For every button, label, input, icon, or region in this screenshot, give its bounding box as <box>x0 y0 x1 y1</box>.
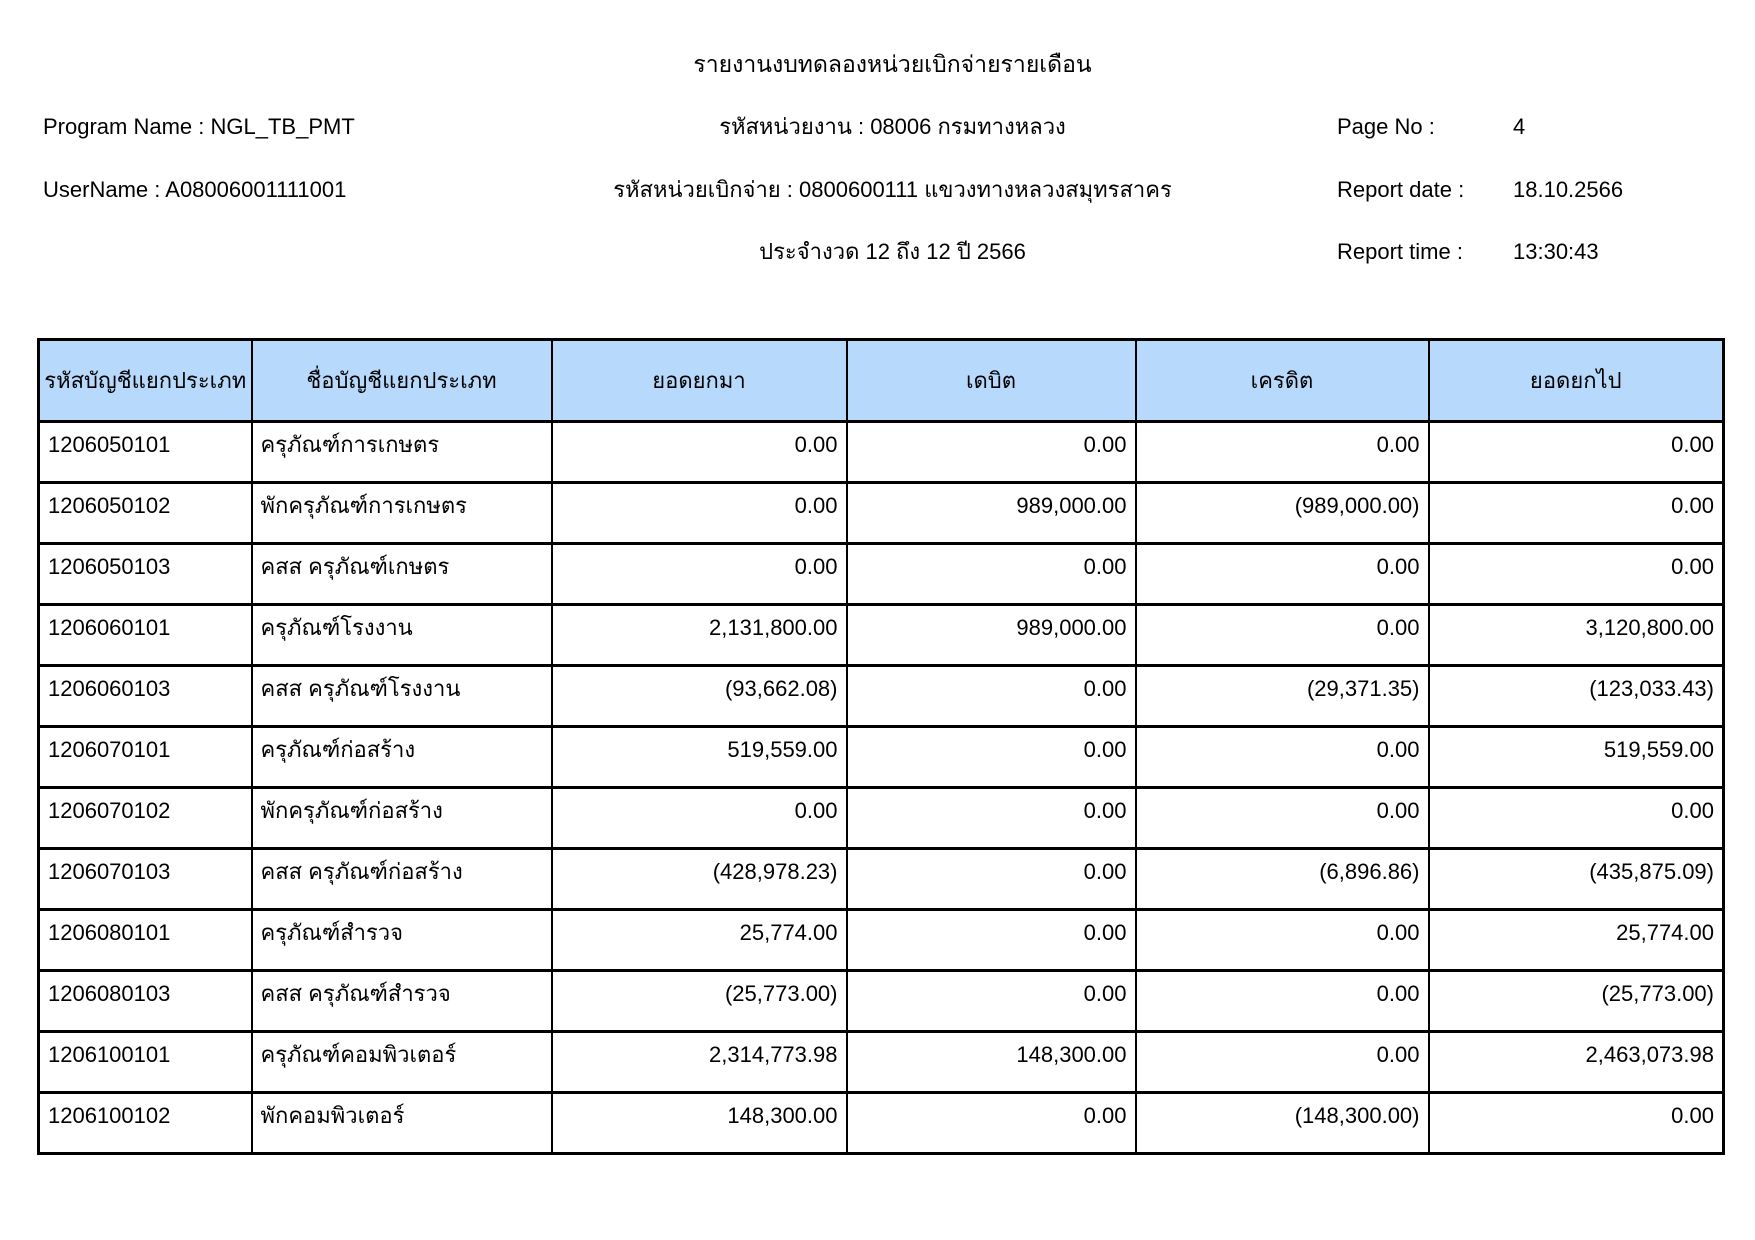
cell-account-name: ครุภัณฑ์สำรวจ <box>252 910 552 971</box>
username-label: UserName : <box>43 177 161 202</box>
column-header-opening-balance: ยอดยกมา <box>552 340 847 422</box>
cell-debit: 0.00 <box>847 727 1136 788</box>
cell-credit: (29,371.35) <box>1136 666 1429 727</box>
cell-opening-balance: 25,774.00 <box>552 910 847 971</box>
cell-opening-balance: (93,662.08) <box>552 666 847 727</box>
program-name-value: NGL_TB_PMT <box>210 114 355 139</box>
cell-account-name: คสส ครุภัณฑ์โรงงาน <box>252 666 552 727</box>
cell-credit: (989,000.00) <box>1136 483 1429 544</box>
cell-debit: 0.00 <box>847 544 1136 605</box>
cell-account-name: พักครุภัณฑ์การเกษตร <box>252 483 552 544</box>
period-line: ประจำงวด 12 ถึง 12 ปี 2566 <box>759 239 1026 264</box>
table-row <box>39 666 1724 727</box>
report-time-line <box>1337 237 1599 267</box>
column-header-credit: เครดิต <box>1136 340 1429 422</box>
cell-account-name: ครุภัณฑ์คอมพิวเตอร์ <box>252 1032 552 1093</box>
cell-credit: 0.00 <box>1136 971 1429 1032</box>
cell-debit: 0.00 <box>847 422 1136 483</box>
cell-debit: 989,000.00 <box>847 605 1136 666</box>
cell-account-name: ครุภัณฑ์โรงงาน <box>252 605 552 666</box>
column-header-account-code: รหัสบัญชีแยกประเภท <box>39 340 252 422</box>
cell-closing-balance: 3,120,800.00 <box>1429 605 1724 666</box>
cell-debit: 0.00 <box>847 971 1136 1032</box>
cell-account-code: 1206080101 <box>39 910 252 971</box>
report-time-value: 13:30:43 <box>1513 239 1599 264</box>
cell-account-code: 1206050101 <box>39 422 252 483</box>
disbursement-unit-line: รหัสหน่วยเบิกจ่าย : 0800600111 แขวงทางหลวงสมุทรสาคร <box>613 177 1172 202</box>
table-row <box>39 849 1724 910</box>
cell-account-code: 1206070103 <box>39 849 252 910</box>
trial-balance-table <box>37 338 1725 1155</box>
cell-opening-balance: 0.00 <box>552 788 847 849</box>
cell-credit: (6,896.86) <box>1136 849 1429 910</box>
cell-debit: 0.00 <box>847 788 1136 849</box>
cell-account-name: คสส ครุภัณฑ์เกษตร <box>252 544 552 605</box>
page-no-value: 4 <box>1513 114 1526 139</box>
cell-credit: (148,300.00) <box>1136 1093 1429 1154</box>
table-row <box>39 544 1724 605</box>
cell-debit: 989,000.00 <box>847 483 1136 544</box>
report-date-line <box>1337 175 1623 205</box>
cell-account-name: ครุภัณฑ์ก่อสร้าง <box>252 727 552 788</box>
cell-account-code: 1206100101 <box>39 1032 252 1093</box>
cell-account-code: 1206060101 <box>39 605 252 666</box>
page-no-label: Page No : <box>1337 114 1435 139</box>
program-name-label: Program Name : <box>43 114 205 139</box>
cell-opening-balance: 2,131,800.00 <box>552 605 847 666</box>
report-date-value: 18.10.2566 <box>1513 177 1624 202</box>
cell-account-code: 1206100102 <box>39 1093 252 1154</box>
cell-account-name: พักคอมพิวเตอร์ <box>252 1093 552 1154</box>
cell-debit: 0.00 <box>847 849 1136 910</box>
table-row <box>39 727 1724 788</box>
cell-closing-balance: 519,559.00 <box>1429 727 1724 788</box>
cell-credit: 0.00 <box>1136 1032 1429 1093</box>
cell-credit: 0.00 <box>1136 605 1429 666</box>
cell-account-code: 1206060103 <box>39 666 252 727</box>
cell-opening-balance: (25,773.00) <box>552 971 847 1032</box>
table-row <box>39 788 1724 849</box>
column-header-account-name: ชื่อบัญชีแยกประเภท <box>252 340 552 422</box>
cell-debit: 148,300.00 <box>847 1032 1136 1093</box>
cell-account-code: 1206050103 <box>39 544 252 605</box>
cell-closing-balance: 0.00 <box>1429 483 1724 544</box>
cell-account-code: 1206050102 <box>39 483 252 544</box>
cell-opening-balance: 0.00 <box>552 483 847 544</box>
table-body <box>39 422 1724 1154</box>
cell-closing-balance: (123,033.43) <box>1429 666 1724 727</box>
cell-credit: 0.00 <box>1136 544 1429 605</box>
cell-opening-balance: 0.00 <box>552 544 847 605</box>
cell-account-code: 1206080103 <box>39 971 252 1032</box>
cell-credit: 0.00 <box>1136 910 1429 971</box>
table-row <box>39 422 1724 483</box>
cell-closing-balance: 0.00 <box>1429 788 1724 849</box>
table-row <box>39 910 1724 971</box>
cell-closing-balance: 2,463,073.98 <box>1429 1032 1724 1093</box>
report-title: รายงานงบทดลองหน่วยเบิกจ่ายรายเดือน <box>693 51 1092 77</box>
cell-closing-balance: (25,773.00) <box>1429 971 1724 1032</box>
table-row <box>39 605 1724 666</box>
cell-closing-balance: (435,875.09) <box>1429 849 1724 910</box>
cell-account-code: 1206070101 <box>39 727 252 788</box>
table-container <box>37 338 1722 1155</box>
column-header-closing-balance: ยอดยกไป <box>1429 340 1724 422</box>
column-header-debit: เดบิต <box>847 340 1136 422</box>
table-row <box>39 971 1724 1032</box>
table-row <box>39 483 1724 544</box>
table-row <box>39 1032 1724 1093</box>
cell-credit: 0.00 <box>1136 422 1429 483</box>
cell-account-name: ครุภัณฑ์การเกษตร <box>252 422 552 483</box>
cell-debit: 0.00 <box>847 910 1136 971</box>
report-date-label: Report date : <box>1337 177 1465 202</box>
cell-opening-balance: (428,978.23) <box>552 849 847 910</box>
cell-closing-balance: 0.00 <box>1429 544 1724 605</box>
cell-opening-balance: 2,314,773.98 <box>552 1032 847 1093</box>
cell-debit: 0.00 <box>847 1093 1136 1154</box>
table-row <box>39 1093 1724 1154</box>
cell-account-name: คสส ครุภัณฑ์สำรวจ <box>252 971 552 1032</box>
cell-debit: 0.00 <box>847 666 1136 727</box>
username-value: A08006001111001 <box>165 177 347 202</box>
cell-opening-balance: 148,300.00 <box>552 1093 847 1154</box>
cell-closing-balance: 25,774.00 <box>1429 910 1724 971</box>
report-time-label: Report time : <box>1337 239 1463 264</box>
cell-closing-balance: 0.00 <box>1429 1093 1724 1154</box>
cell-account-name: พักครุภัณฑ์ก่อสร้าง <box>252 788 552 849</box>
cell-credit: 0.00 <box>1136 788 1429 849</box>
cell-opening-balance: 0.00 <box>552 422 847 483</box>
agency-line: รหัสหน่วยงาน : 08006 กรมทางหลวง <box>719 114 1066 139</box>
cell-account-code: 1206070102 <box>39 788 252 849</box>
cell-closing-balance: 0.00 <box>1429 422 1724 483</box>
table-header-row <box>39 340 1724 422</box>
cell-credit: 0.00 <box>1136 727 1429 788</box>
cell-account-name: คสส ครุภัณฑ์ก่อสร้าง <box>252 849 552 910</box>
cell-opening-balance: 519,559.00 <box>552 727 847 788</box>
page-no-line <box>1337 112 1525 142</box>
